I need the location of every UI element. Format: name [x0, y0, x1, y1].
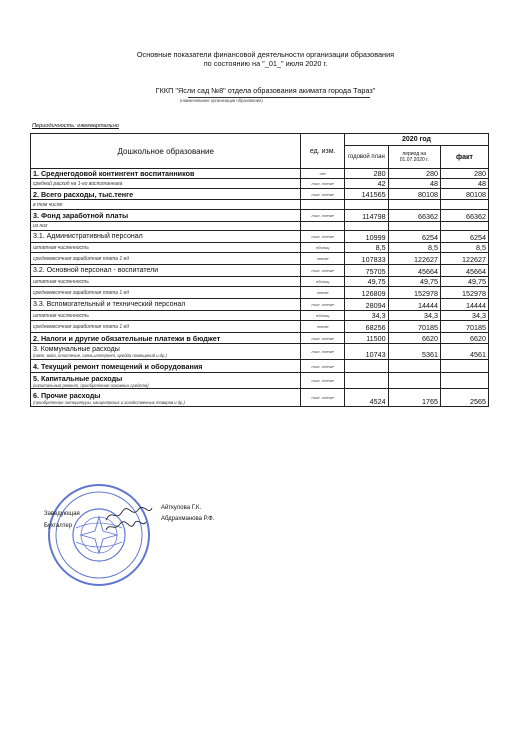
row-label [31, 200, 301, 210]
row-label-text: штатная численность [33, 278, 89, 285]
row-label [31, 321, 301, 333]
row-note: (приобретение литературы, канцелярских и хозяйственных товаров и др.) [33, 399, 185, 405]
row-label-text: 2. Всего расходы, тыс.тенге [33, 189, 134, 199]
col-fact: факт [440, 146, 488, 169]
col-period: период на 01.07.2020 г. [388, 146, 440, 169]
cell-plan: 49,75 [345, 277, 389, 287]
row-unit: тыс. тенге [301, 373, 345, 389]
row-unit [301, 222, 345, 231]
report-title-line2: по состоянию на "_01_" июля 2020 г. [203, 59, 328, 68]
table-row [31, 243, 489, 253]
row-unit: тыс. тенге [301, 210, 345, 222]
cell-plan [345, 200, 389, 210]
row-label-text: средний расход на 1-го воспитанника [33, 180, 123, 187]
cell-period: 5361 [388, 344, 440, 360]
cell-fact: 122627 [440, 253, 488, 265]
cell-fact: 80108 [440, 189, 488, 200]
row-label [31, 231, 301, 243]
cell-fact: 45664 [440, 265, 488, 277]
cell-fact [440, 373, 488, 389]
row-unit: тыс. тенге [301, 299, 345, 311]
cell-plan [345, 360, 389, 373]
row-label-text: 4. Текущий ремонт помещений и оборудования [33, 361, 203, 371]
row-unit [301, 200, 345, 210]
row-label-text: 3. Коммунальные расходы [33, 345, 120, 353]
cell-period [388, 200, 440, 210]
cell-period [388, 222, 440, 231]
cell-period: 6620 [388, 333, 440, 344]
row-unit: тенге [301, 253, 345, 265]
cell-period: 34,3 [388, 311, 440, 321]
row-label-text: 3.1. Административный персонал [33, 233, 143, 240]
cell-fact [440, 200, 488, 210]
row-label-text: 5. Капитальные расходы [33, 373, 123, 383]
cell-plan [345, 222, 389, 231]
table-row [31, 311, 489, 321]
row-unit: тыс. тенге [301, 231, 345, 243]
row-unit: единиц [301, 311, 345, 321]
cell-plan: 28094 [345, 299, 389, 311]
table-row [31, 210, 489, 222]
table-row [31, 200, 489, 210]
accountant-name: Абдрахманова Р.Ф. [161, 516, 215, 522]
cell-plan: 42 [345, 179, 389, 189]
row-label [31, 311, 301, 321]
cell-period [388, 360, 440, 373]
row-unit: тыс. тенге [301, 265, 345, 277]
table-row [31, 360, 489, 373]
row-label [31, 277, 301, 287]
cell-plan: 8,5 [345, 243, 389, 253]
cell-fact: 4561 [440, 344, 488, 360]
row-note: (капитальный ремонт, приобретение основных средств) [33, 382, 149, 388]
cell-period: 152978 [388, 287, 440, 299]
row-unit: чел [301, 169, 345, 179]
cell-fact [440, 222, 488, 231]
table-row [31, 231, 489, 243]
cell-plan: 68256 [345, 321, 389, 333]
row-label [31, 243, 301, 253]
table-row [31, 277, 489, 287]
head-name: Айткулова Г.К. [161, 505, 202, 511]
row-label-text: 1. Среднегодовой контингент воспитанников [33, 169, 195, 178]
row-label-text: среднемесячная заработная плата 1 ед [33, 323, 129, 330]
col-plan: годовой план [345, 146, 389, 169]
periodicity: Периодичность: ежеквартально [32, 123, 119, 129]
row-unit: тыс. тенге [301, 179, 345, 189]
row-unit: тенге [301, 321, 345, 333]
col-year: 2020 год [345, 134, 489, 146]
row-label-text: среднемесячная заработная плата 1 ед [33, 255, 129, 262]
row-label [31, 287, 301, 299]
row-label-text: в том числе: [33, 201, 64, 208]
table-row [31, 389, 489, 407]
row-label-text: 2. Налоги и другие обязательные платежи в бюджет [33, 333, 221, 343]
cell-fact: 34,3 [440, 311, 488, 321]
table-row [31, 344, 489, 360]
cell-period: 80108 [388, 189, 440, 200]
col-title: Дошкольное образование [31, 134, 301, 169]
report-title-line1: Основные показатели финансовой деятельности организации образования [136, 50, 395, 59]
cell-plan: 10743 [345, 344, 389, 360]
cell-plan: 280 [345, 169, 389, 179]
cell-fact: 2565 [440, 389, 488, 407]
row-label-text: штатная численность [33, 312, 89, 319]
row-unit: тенге [301, 287, 345, 299]
table-row [31, 179, 489, 189]
row-label [31, 333, 301, 344]
cell-plan: 34,3 [345, 311, 389, 321]
cell-fact: 49,75 [440, 277, 488, 287]
cell-plan: 141565 [345, 189, 389, 200]
table-row [31, 373, 489, 389]
row-unit: единиц [301, 277, 345, 287]
table-row [31, 299, 489, 311]
cell-fact: 280 [440, 169, 488, 179]
cell-fact: 6620 [440, 333, 488, 344]
table-row [31, 333, 489, 344]
row-unit: единиц [301, 243, 345, 253]
row-label-text: 6. Прочие расходы [33, 390, 101, 400]
cell-period: 70185 [388, 321, 440, 333]
row-label [31, 265, 301, 277]
cell-period: 122627 [388, 253, 440, 265]
table-row [31, 287, 489, 299]
cell-plan: 10999 [345, 231, 389, 243]
cell-period: 280 [388, 169, 440, 179]
row-unit: тыс. тенге [301, 333, 345, 344]
cell-fact: 8,5 [440, 243, 488, 253]
cell-period: 49,75 [388, 277, 440, 287]
cell-fact: 6254 [440, 231, 488, 243]
cell-plan [345, 373, 389, 389]
cell-period: 1765 [388, 389, 440, 407]
financial-table [30, 133, 489, 407]
col-unit: ед. изм. [301, 134, 345, 169]
row-label [31, 210, 301, 222]
table-row [31, 189, 489, 200]
row-label-text: 3.2. Основной персонал - воспитатели [33, 267, 159, 274]
row-label [31, 169, 301, 179]
cell-fact: 14444 [440, 299, 488, 311]
cell-period: 66362 [388, 210, 440, 222]
cell-period: 45664 [388, 265, 440, 277]
row-label-text: из них [33, 223, 48, 229]
head-title: Заведующая [44, 511, 80, 517]
row-label-text: среднемесячная заработная плата 1 ед [33, 289, 129, 296]
cell-fact: 48 [440, 179, 488, 189]
cell-plan: 107833 [345, 253, 389, 265]
row-unit: тыс. тенге [301, 189, 345, 200]
row-label [31, 179, 301, 189]
table-row [31, 169, 489, 179]
row-label [31, 389, 301, 407]
cell-period: 6254 [388, 231, 440, 243]
row-unit: тыс. тенге [301, 360, 345, 373]
cell-plan: 11500 [345, 333, 389, 344]
cell-period: 14444 [388, 299, 440, 311]
row-label [31, 189, 301, 200]
row-label [31, 299, 301, 311]
row-label [31, 373, 301, 389]
cell-period: 48 [388, 179, 440, 189]
cell-period: 8,5 [388, 243, 440, 253]
cell-fact: 66362 [440, 210, 488, 222]
cell-fact: 152978 [440, 287, 488, 299]
row-label [31, 253, 301, 265]
row-label [31, 344, 301, 360]
cell-fact: 70185 [440, 321, 488, 333]
row-label [31, 222, 301, 231]
accountant-signature [104, 516, 148, 541]
row-unit: тыс. тенге [301, 344, 345, 360]
table-row [31, 321, 489, 333]
cell-plan: 4524 [345, 389, 389, 407]
table-row [31, 265, 489, 277]
accountant-title: Бухгалтер [44, 523, 73, 529]
organization-note: (наименование организации образования) [180, 98, 263, 103]
table-row [31, 222, 489, 231]
row-label [31, 360, 301, 373]
cell-plan: 126809 [345, 287, 389, 299]
organization-name: ГККП "Ясли сад №8" отдела образования акимата города Тараз" [155, 86, 376, 95]
table-row [31, 253, 489, 265]
cell-plan: 114798 [345, 210, 389, 222]
cell-period [388, 373, 440, 389]
row-label-text: штатная численность [33, 244, 89, 251]
row-note: (свет, вода, отопление, связь,интернет, аредда помещений и др.) [33, 352, 167, 358]
row-label-text: 3. Фонд заработной платы [33, 211, 129, 220]
row-unit: тыс. тенге [301, 389, 345, 407]
row-label-text: 3.3. Вспомогательный и технический персонал [33, 301, 186, 308]
cell-plan: 75705 [345, 265, 389, 277]
cell-fact [440, 360, 488, 373]
